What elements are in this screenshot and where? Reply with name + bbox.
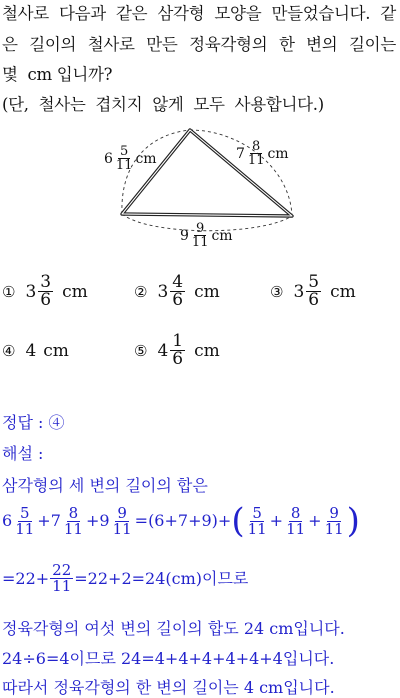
answer-line: 정답 : ④ bbox=[2, 413, 65, 432]
option-5[interactable]: ⑤ 4 $\frac{1}{6}$ cm bbox=[134, 331, 220, 369]
explanation-line-1: 삼각형의 세 변의 길이의 합은 bbox=[2, 476, 208, 495]
q-word: 길이는 bbox=[349, 35, 396, 54]
q-word: 같 bbox=[380, 4, 396, 23]
q-word: 삼각형 bbox=[157, 4, 205, 23]
q-word: 만든 bbox=[146, 35, 178, 54]
question-line-3: 몇 cm 입니까? bbox=[2, 65, 113, 84]
fraction: $\frac{5}{11}$ bbox=[247, 503, 267, 538]
equation-result: =22+ $\frac{22}{11}$ =22+2=24(cm)이므로 bbox=[2, 561, 249, 595]
fraction: $\frac{9}{11}$ bbox=[112, 503, 132, 538]
explanation-label: 해설 : bbox=[2, 444, 44, 463]
q-word: 은 bbox=[2, 35, 18, 54]
question-line-2 bbox=[2, 37, 396, 54]
fraction: $\frac{8}{11}$ bbox=[63, 503, 83, 538]
label-bottom-side: 9 $\frac{9}{11}$ cm bbox=[180, 221, 233, 250]
fraction: $\frac{3}{6}$ bbox=[40, 272, 52, 310]
equation-sum: 6 $\frac{5}{11}$ + 7 $\frac{8}{11}$ + 9 $\frac{9}{11}$ =(6+7+9)+ ( $\frac{5}{11}$ + $\frac{8}{11}$ + $\frac{9}{11}$ ) bbox=[2, 501, 360, 541]
fraction: $\frac{8}{11}$ bbox=[247, 139, 265, 168]
q-word: 변의 bbox=[306, 35, 338, 54]
fraction: $\frac{4}{6}$ bbox=[172, 272, 184, 310]
q-word: 길이의 bbox=[29, 35, 77, 54]
fraction: $\frac{5}{6}$ bbox=[308, 272, 320, 310]
fraction: $\frac{5}{11}$ bbox=[115, 144, 133, 173]
option-1[interactable]: ① 3 $\frac{3}{6}$ cm bbox=[2, 272, 88, 310]
fraction: $\frac{5}{11}$ bbox=[15, 503, 35, 538]
q-word: 철사로 bbox=[2, 4, 49, 23]
label-left-side: 6 $\frac{5}{11}$ cm bbox=[104, 144, 157, 173]
fraction: $\frac{9}{11}$ bbox=[191, 221, 209, 250]
question-condition: (단, 철사는 겹치지 않게 모두 사용합니다.) bbox=[2, 95, 324, 114]
q-word: 모양을 bbox=[214, 4, 262, 23]
option-3[interactable]: ③ 3 $\frac{5}{6}$ cm bbox=[270, 272, 356, 310]
q-word: 다음과 bbox=[59, 4, 106, 23]
label-right-side: 7 $\frac{8}{11}$ cm bbox=[236, 139, 289, 168]
q-word: 한 bbox=[278, 35, 295, 54]
q-word: 철사로 bbox=[87, 35, 135, 54]
explanation-division: 24÷6=4이므로 24=4+4+4+4+4+4입니다. bbox=[2, 649, 335, 668]
option-2[interactable]: ② 3 $\frac{4}{6}$ cm bbox=[134, 272, 220, 310]
q-word: 정육각형의 bbox=[189, 35, 268, 54]
fraction: $\frac{8}{11}$ bbox=[286, 503, 306, 538]
fraction: $\frac{22}{11}$ bbox=[52, 561, 72, 595]
question-line-1 bbox=[2, 6, 396, 23]
q-word: 같은 bbox=[116, 4, 148, 23]
fraction: $\frac{1}{6}$ bbox=[172, 331, 184, 369]
q-word: 만들었습니다. bbox=[271, 4, 371, 23]
explanation-final: 따라서 정육각형의 한 변의 길이는 4 cm입니다. bbox=[2, 678, 335, 697]
fraction: $\frac{9}{11}$ bbox=[324, 503, 344, 538]
explanation-hexagon: 정육각형의 여섯 변의 길이의 합도 24 cm입니다. bbox=[2, 619, 345, 638]
option-4[interactable]: ④ 4 cm bbox=[2, 341, 69, 361]
